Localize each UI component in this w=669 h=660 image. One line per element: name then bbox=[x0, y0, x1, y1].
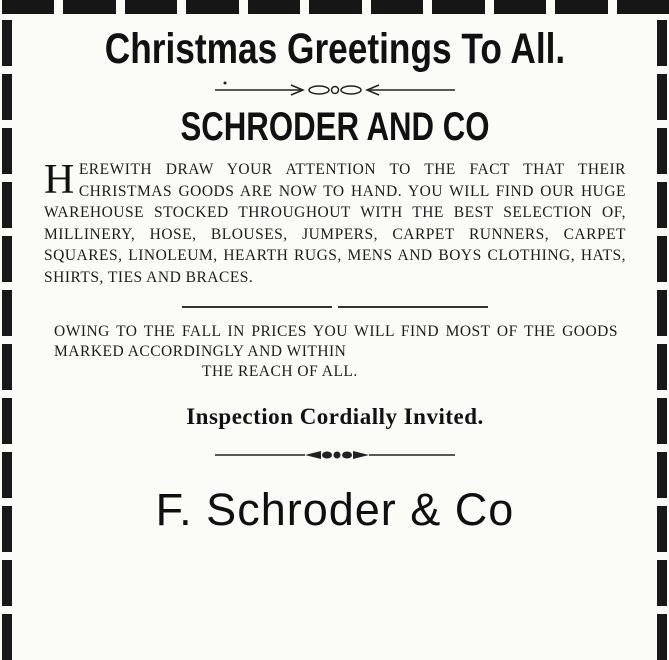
invitation-line: Inspection Cordially Invited. bbox=[186, 403, 484, 429]
headline: Christmas Greetings To All. bbox=[104, 25, 566, 73]
left-border bbox=[2, 20, 12, 660]
right-border bbox=[657, 20, 667, 660]
ornament-divider-icon bbox=[205, 444, 465, 466]
advert-content bbox=[44, 26, 626, 536]
company-name: SCHRODER AND CO bbox=[180, 105, 490, 150]
signature: F. Schroder & Co bbox=[155, 483, 515, 535]
prices-text-last-line: THE REACH OF ALL. bbox=[202, 362, 358, 380]
ornament-divider-icon bbox=[205, 79, 465, 101]
section-divider bbox=[44, 306, 626, 308]
top-border bbox=[0, 0, 669, 18]
drop-cap: H bbox=[44, 157, 75, 204]
prices-paragraph bbox=[44, 322, 626, 382]
prices-text: OWING TO THE FALL IN PRICES YOU WILL FIND MOST OF THE GOODS MARKED ACCORDINGLY AND WITHIN bbox=[54, 322, 618, 360]
announcement-text: EREWITH DRAW YOUR ATTENTION TO THE FACT THAT THEIR CHRISTMAS GOODS ARE NOW TO HAND. YOU WILL FIND OUR HUGE WAREHOUSE STOCKED THROUGHOUT WITH THE BEST SELECTION OF, MILLINERY, HOSE, BLOUSES, JUMPERS, CARPET RUNNERS, CARPET SQUARES, LINOLEUM, HEARTH RUGS, MENS AND BOYS CLOTHING, HATS, SHIRTS, TIES AND BRACES. bbox=[44, 161, 626, 286]
announcement-paragraph bbox=[44, 159, 626, 288]
